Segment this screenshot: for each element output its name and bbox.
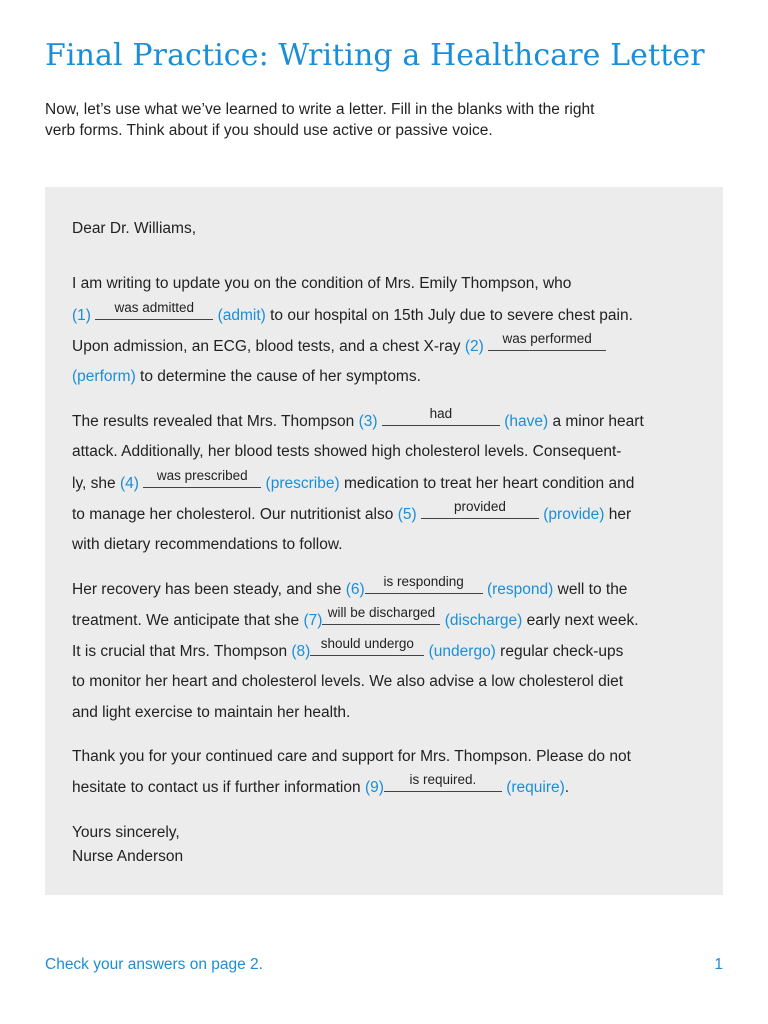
verb-hint: (perform) [72, 368, 136, 385]
answer-blank[interactable] [95, 301, 213, 320]
letter-text: medication to treat her heart condition and [343, 475, 635, 492]
letter-signature: Nurse Anderson [72, 848, 184, 865]
verb-hint: (require) [506, 779, 565, 796]
answer-blank[interactable] [382, 407, 500, 426]
letter-text: a minor heart [552, 413, 644, 430]
answer-text: was admitted [114, 301, 195, 315]
verb-hint: (respond) [486, 581, 554, 598]
instructions-line-1: Now, let’s use what we’ve learned to write a letter. Fill in the blanks with the right [45, 101, 595, 118]
letter-box [45, 187, 723, 895]
letter-line [72, 606, 639, 631]
answer-blank[interactable] [322, 606, 440, 625]
letter-line: Thank you for your continued care and support for Mrs. Thompson. Please do not [72, 748, 631, 765]
blank-number: (7) [303, 612, 323, 629]
answer-blank[interactable] [365, 575, 483, 594]
blank-number: (2) [464, 338, 484, 355]
letter-text: The results revealed that Mrs. Thompson [72, 413, 355, 430]
answer-text: was prescribed [156, 469, 248, 483]
letter-text: It is crucial that Mrs. Thompson [72, 643, 288, 660]
letter-line [72, 367, 421, 387]
answer-blank[interactable] [143, 469, 261, 488]
letter-greeting: Dear Dr. Williams, [72, 220, 197, 237]
letter-line [72, 301, 633, 326]
letter-line: to monitor her heart and cholesterol levels. We also advise a low cholesterol diet [72, 673, 624, 690]
letter-line [72, 773, 570, 798]
letter-text: hesitate to contact us if further information [72, 779, 361, 796]
letter-text: to determine the cause of her symptoms. [140, 368, 421, 385]
answer-blank[interactable] [488, 332, 606, 351]
page-title: Final Practice: Writing a Healthcare Letter [45, 38, 705, 73]
answer-text: is responding [383, 575, 464, 589]
letter-text: Her recovery has been steady, and she [72, 581, 342, 598]
answer-blank[interactable] [421, 500, 539, 519]
letter-line: and light exercise to maintain her health. [72, 704, 351, 721]
verb-hint: (have) [504, 413, 549, 430]
blank-number: (5) [397, 506, 417, 523]
letter-closing: Yours sincerely, [72, 824, 180, 841]
answer-blank[interactable] [384, 773, 502, 792]
answer-text: provided [454, 500, 506, 514]
verb-hint: (prescribe) [265, 475, 340, 492]
footer-note: Check your answers on page 2. [45, 956, 263, 973]
letter-line [72, 575, 628, 600]
blank-number: (9) [364, 779, 384, 796]
answer-blank[interactable] [310, 637, 424, 656]
letter-text: well to the [557, 581, 628, 598]
letter-line: I am writing to update you on the condition of Mrs. Emily Thompson, who [72, 275, 572, 292]
letter-text: to manage her cholesterol. Our nutritionist also [72, 506, 394, 523]
letter-text: regular check-ups [500, 643, 624, 660]
blank-number: (6) [345, 581, 365, 598]
answer-text: will be discharged [327, 606, 436, 620]
letter-line: with dietary recommendations to follow. [72, 536, 343, 553]
page-number: 1 [714, 956, 723, 973]
instructions [45, 99, 705, 141]
blank-number: (8) [291, 643, 311, 660]
answer-text: is required. [409, 773, 477, 787]
letter-text: . [564, 779, 570, 796]
blank-number: (4) [119, 475, 139, 492]
letter-line [72, 332, 606, 357]
answer-text: was performed [502, 332, 592, 346]
answer-text: had [429, 407, 453, 421]
letter-text: early next week. [526, 612, 639, 629]
letter-text: treatment. We anticipate that she [72, 612, 300, 629]
letter-text: her [608, 506, 632, 523]
verb-hint: (admit) [217, 307, 266, 324]
answer-text: should undergo [320, 637, 414, 651]
letter-line: attack. Additionally, her blood tests showed high cholesterol levels. Consequent- [72, 443, 622, 460]
verb-hint: (discharge) [444, 612, 523, 629]
verb-hint: (undergo) [428, 643, 496, 660]
letter-line [72, 469, 635, 494]
letter-text: ly, she [72, 475, 116, 492]
blank-number: (1) [72, 307, 91, 324]
letter-text: Upon admission, an ECG, blood tests, and a chest X-ray [72, 338, 461, 355]
instructions-line-2: verb forms. Think about if you should use active or passive voice. [45, 122, 493, 139]
letter-line [72, 407, 644, 432]
letter-text: to our hospital on 15th July due to severe chest pain. [270, 307, 633, 324]
verb-hint: (provide) [543, 506, 605, 523]
blank-number: (3) [358, 413, 378, 430]
letter-line [72, 500, 632, 525]
letter-line [72, 637, 624, 662]
